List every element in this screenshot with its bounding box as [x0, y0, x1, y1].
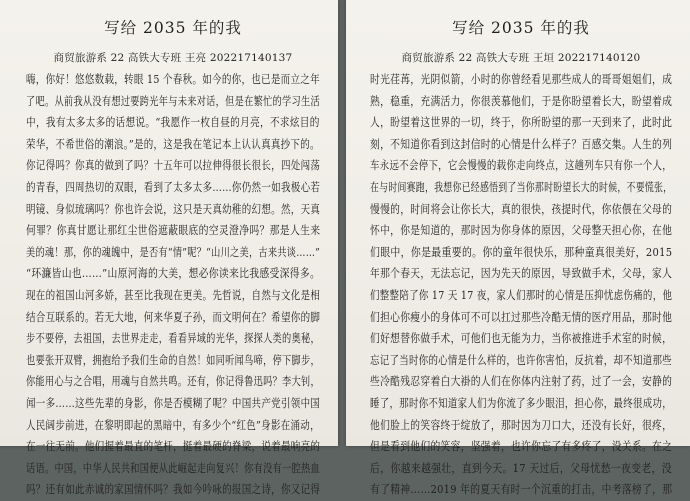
text-line: 在一往无前。他们握着最直的笔杆，挺着最硬的脊梁，说着最响亮的: [26, 439, 321, 454]
text-line: 车永远不会停下，它会慢慢的载你走向终点，这趟列车只有你一个人，: [370, 158, 672, 173]
text-line: 美的魂！那，你的魂魄中，是否有“情”呢？“山川之美，古来共谈……”: [26, 244, 321, 259]
left-letter-content: [0, 0, 338, 501]
text-line: 步不要停，去祖国，去世界走走，看看异域的光华，探探人类的奥秘，: [26, 331, 320, 346]
text-line: 但是看到他们的笑容，坚强着，也许你忘了有多疼了，没关系。在之: [370, 439, 673, 454]
right-letter-byline: 商贸旅游系 22 高铁大专班 王垣 202217140120: [401, 52, 641, 64]
left-letter-body: [26, 69, 320, 501]
text-line: 时光荏苒，光阴似箭，小时的你曾经看见那些成人的哥哥姐姐们，成: [370, 72, 673, 86]
left-letter-page: [0, 0, 338, 497]
text-line: 刻，不知道你看到这封信时的心情是什么样子？百感交集。人生的列: [370, 136, 673, 151]
text-line: 有了精神……2019 年的夏天有时一个沉重的打击，中考落榜了，那: [370, 482, 673, 497]
text-line: 现在的祖国山河多娇，甚至比我现在更美。先哲说，自然与文化是相: [26, 287, 321, 302]
text-line: 你记得吗？你真的做到了吗？十五年可以拉伸得很长很长，四处闯荡: [26, 158, 321, 173]
text-line: 你能用心与之合唱，用魂与自然共鸣。还有，你记得鲁迅吗？李大钊，: [26, 374, 320, 389]
text-line: 们整整陪了你 17 天 17 夜，家人们那时的心情是压抑忧虑伤痛的，他: [370, 287, 673, 302]
left-letter-byline: 商贸旅游系 22 高铁大专班 王亮 202217140137: [53, 52, 293, 64]
right-letter-title: 写给 2035 年的我: [452, 19, 590, 37]
text-line: 也要张开双臂，拥抱给予我们生命的自然！如同听闻鸟啼，停下脚步，: [26, 352, 320, 367]
text-line: 结合互联系的。若无大地，何来华夏子孙，而文明何在？希望你的脚: [26, 309, 321, 324]
right-letter-page: [346, 0, 690, 497]
text-line: 荣华，不希世俗的潮浪。”是的，这是我在笔记本上认认真真抄下的。: [26, 136, 320, 151]
text-line: 他们脸上的笑容终于绽放了，那时因为刀口大，还没有长好，很疼，: [370, 417, 673, 432]
text-line: 中，我有太多太多的话想说。“我愿作一枚自昼的月亮，不求炫目的: [26, 115, 320, 130]
text-line: 怀中，你是知道的，那时因为你身体的原因，父母整天担心你，在他: [370, 223, 673, 238]
text-line: 后，你越来越强壮，直到今天。17 天过后，父母忧愁一夜变老，没: [370, 460, 672, 475]
text-line: 话语。中国，中华人民共和国便从此崛起走向复兴！你有没有一腔热血: [26, 460, 320, 475]
text-line: 人，盼望着这世界的一切，终于，你所盼望的那一天到来了，此时此: [370, 115, 673, 130]
text-line: 吗？还有如此赤诚的家国情怀吗？我如今吟咏的报国之诗，你又记得: [26, 482, 321, 497]
right-letter-body: [370, 69, 672, 501]
text-line: 在与时间赛跑，我想你已经感悟到了当你那时盼望长大的时候，不要慌张，: [370, 179, 673, 194]
text-line: 熟，稳重，充满活力，你很羡慕他们，于是你盼望着长大，盼望着成: [370, 93, 673, 108]
text-line: 们好想替你做手术，可他们也无能为力，当你被推进手术室的时候，: [370, 331, 673, 346]
text-line: 的青春，四周热切的双眼，看到了太多太多……你仍然一如我极心若: [26, 179, 321, 194]
text-line: 何罪？你真甘愿让那红尘世俗遮蔽眼底的空灵澄净吗？那是人生来: [26, 223, 321, 238]
text-line: 嗨，你好！悠悠数载，转眼 15 个春秋。如今的你，也已是而立之年: [26, 72, 320, 86]
left-letter-title: 写给 2035 年的我: [104, 19, 242, 37]
text-line: 忘记了当时你的心情是什么样的，也许你害怕，反抗着，却不知道那些: [370, 352, 672, 367]
right-letter-content: [346, 0, 690, 501]
text-line: “环濂皆山也……”山原河海的大美，想必你读来比我感受深得多。: [26, 266, 321, 281]
text-line: 闻一多……这些先辈的身影，你是否模糊了呢？中国共产党引领中国: [26, 395, 321, 410]
text-line: 些冷酷残忍穿着白大褂的人们在你体内注射了药，过了一会，安静的: [370, 374, 673, 389]
text-line: 慢慢的，时间将会让你长大，真的很快，孩提时代，你依偎在父母的: [370, 201, 673, 216]
text-line: 们眼中，你是最重要的。你的童年很快乐，那种童真很美好，2015: [370, 244, 673, 259]
text-line: 睡了，那时你不知道家人们为你流了多少眼泪，担心你，最终很成功，: [370, 395, 672, 410]
text-line: 人民阔步前进，在黎明即起的黑暗中，有多少个“红色”身影在涌动，: [26, 417, 320, 432]
text-line: 明镜、身似琉璃吗？你也许会说，这只是天真幼稚的幻想。然，天真: [26, 201, 321, 216]
text-line: 们担心你瘦小的身体可不可以扛过那些冷酷无情的医疗用品，那时他: [370, 309, 673, 324]
text-line: 年那个春天，无法忘记，因为先天的原因，导致做手术，父母，家人: [370, 266, 673, 281]
text-line: 了吧。从前我从没有想过要跨光年与未来对话，但是在繁忙的学习生活: [26, 93, 320, 108]
